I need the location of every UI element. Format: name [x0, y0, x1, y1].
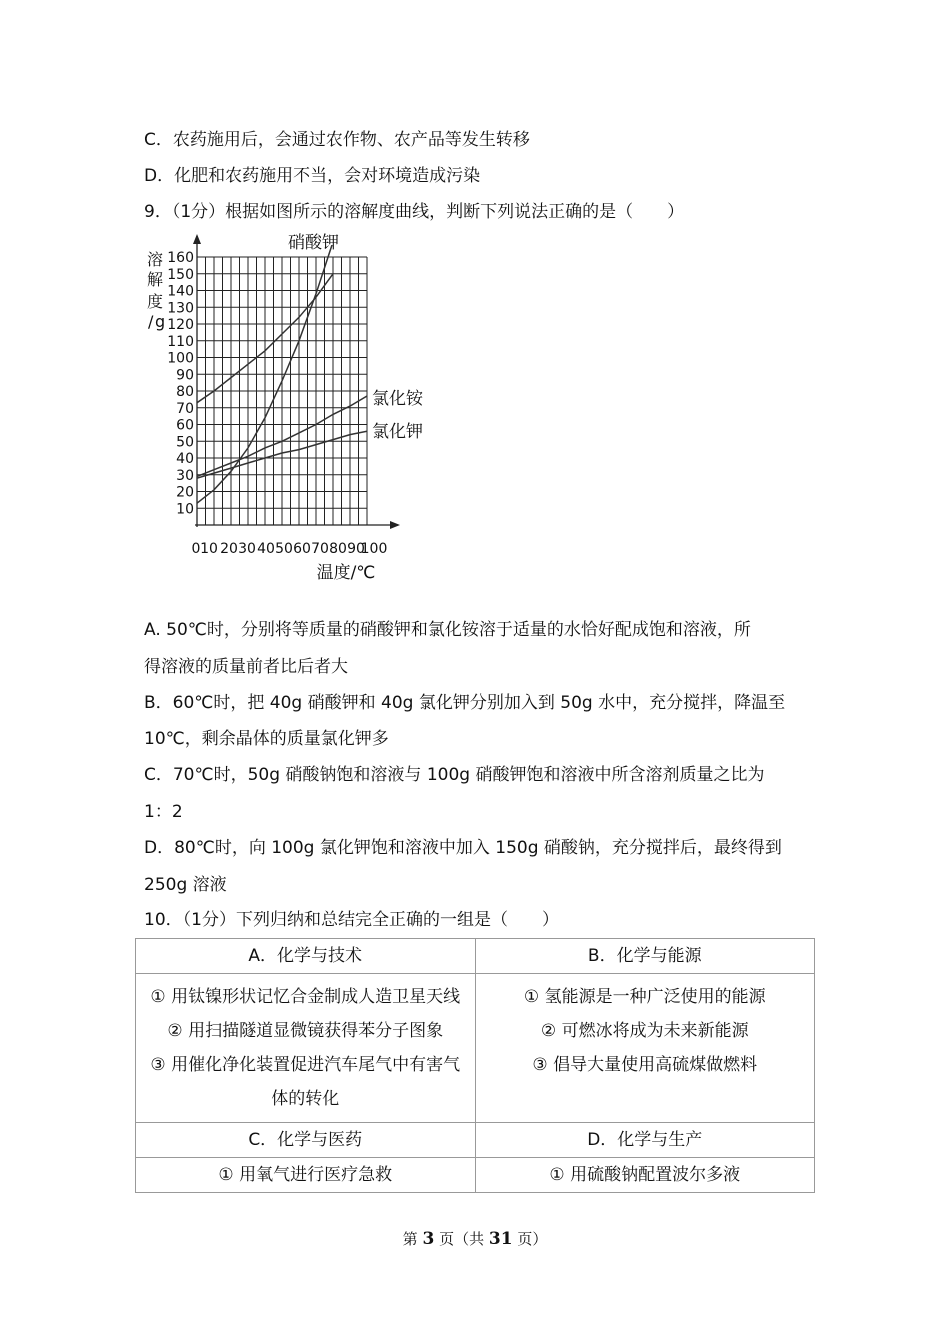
cell-b-items	[475, 974, 815, 1123]
list-item: ③ 倡导大量使用高硫煤做燃料	[532, 1055, 758, 1075]
options-table	[135, 938, 815, 1193]
x-tick-label: 90	[347, 541, 365, 557]
x-axis-arrow	[390, 521, 400, 529]
option-b-q9-line2: 10℃，剩余晶体的质量氯化钾多	[144, 729, 389, 749]
option-b-q9-line1: B．60℃时，把 40g 硝酸钾和 40g 氯化钾分别加入到 50g 水中，充分搅拌，降温至	[144, 693, 786, 713]
y-tick-label: 160	[167, 250, 194, 266]
cell-a-head: A．化学与技术	[136, 939, 476, 974]
x-tick-label: 80	[329, 541, 347, 557]
y-tick-label: 130	[167, 300, 194, 317]
y-axis-label-char: /	[148, 312, 154, 331]
x-tick-label: 10	[200, 541, 218, 557]
series-label: 氯化钾	[372, 422, 423, 442]
option-d-q9-line1: D．80℃时，向 100g 氯化钾饱和溶液中加入 150g 硝酸钠，充分搅拌后，最终得到	[144, 838, 782, 858]
question-9: 9．（1分）根据如图所示的溶解度曲线，判断下列说法正确的是（ ）	[144, 202, 685, 222]
question-10: 10．（1分）下列归纳和总结完全正确的一组是（ ）	[144, 910, 559, 930]
x-tick-label: 0	[191, 541, 201, 557]
y-tick-label: 60	[176, 417, 194, 434]
cell-a-items	[136, 974, 476, 1123]
page-footer	[0, 1228, 950, 1249]
series-label: 氯化铵	[372, 389, 423, 409]
x-tick-label: 50	[275, 541, 293, 557]
y-tick-label: 10	[176, 501, 194, 518]
y-axis-label-char: 度	[147, 292, 164, 311]
cell-c-head: C．化学与医药	[136, 1123, 476, 1158]
list-item: ② 用扫描隧道显微镜获得苯分子图象	[167, 1021, 444, 1041]
series-label: 硝酸钾	[288, 233, 339, 253]
y-tick-label: 50	[176, 434, 194, 451]
option-c-q9-line2: 1：2	[144, 802, 183, 822]
y-axis-label-char: g	[155, 312, 166, 331]
option-a-q9-line1: A. 50℃时，分别将等质量的硝酸钾和氯化铵溶于适量的水恰好配成饱和溶液，所	[144, 620, 751, 640]
y-tick-label: 90	[176, 367, 194, 384]
cell-c-items	[136, 1158, 476, 1193]
list-item: ② 可燃冰将成为未来新能源	[540, 1021, 749, 1041]
x-tick-label: 20	[220, 541, 238, 557]
footer-mid: 页（共	[439, 1230, 485, 1248]
footer-post: 页）	[517, 1230, 548, 1248]
y-tick-label: 30	[176, 467, 194, 484]
list-item: ① 用硫酸钠配置波尔多液	[549, 1165, 741, 1185]
footer-total: 31	[488, 1229, 513, 1249]
list-item: ① 用氧气进行医疗急救	[218, 1165, 393, 1185]
y-tick-label: 110	[167, 333, 194, 350]
solubility-chart	[140, 228, 440, 588]
option-d-q8: D．化肥和农药施用不当，会对环境造成污染	[144, 166, 481, 186]
y-axis-label-char: 溶	[147, 250, 164, 269]
option-d-q9-line2: 250g 溶液	[144, 875, 227, 895]
list-item: 体的转化	[271, 1089, 340, 1109]
x-tick-label: 30	[238, 541, 256, 557]
option-c-q8: C．农药施用后，会通过农作物、农产品等发生转移	[144, 130, 530, 150]
y-axis-label-char: 解	[147, 270, 164, 289]
list-item: ① 用钛镍形状记忆合金制成人造卫星天线	[150, 987, 461, 1007]
y-axis-arrow	[193, 234, 201, 244]
cell-b-head: B．化学与能源	[475, 939, 815, 974]
x-tick-label: 100	[360, 541, 388, 557]
y-tick-label: 140	[167, 283, 194, 300]
footer-page: 3	[422, 1229, 435, 1249]
y-tick-label: 80	[176, 384, 194, 400]
x-tick-label: 60	[293, 541, 311, 557]
x-tick-label: 40	[257, 541, 275, 557]
x-tick-label: 70	[311, 541, 329, 557]
y-tick-label: 40	[176, 451, 194, 467]
cell-d-head: D．化学与生产	[475, 1123, 815, 1158]
y-tick-label: 150	[167, 266, 194, 283]
y-tick-label: 20	[176, 484, 194, 501]
option-c-q9-line1: C．70℃时，50g 硝酸钠饱和溶液与 100g 硝酸钾饱和溶液中所含溶剂质量之比为	[144, 765, 765, 785]
x-axis-label: 温度/℃	[316, 563, 376, 583]
list-item: ① 氢能源是一种广泛使用的能源	[523, 987, 766, 1007]
y-tick-label: 70	[176, 400, 194, 417]
footer-pre: 第	[402, 1230, 418, 1248]
y-tick-label: 120	[167, 317, 194, 333]
list-item: ③ 用催化净化装置促进汽车尾气中有害气	[150, 1055, 461, 1075]
cell-d-items	[475, 1158, 815, 1193]
y-tick-label: 100	[167, 350, 194, 367]
option-a-q9-line2: 得溶液的质量前者比后者大	[144, 657, 348, 677]
